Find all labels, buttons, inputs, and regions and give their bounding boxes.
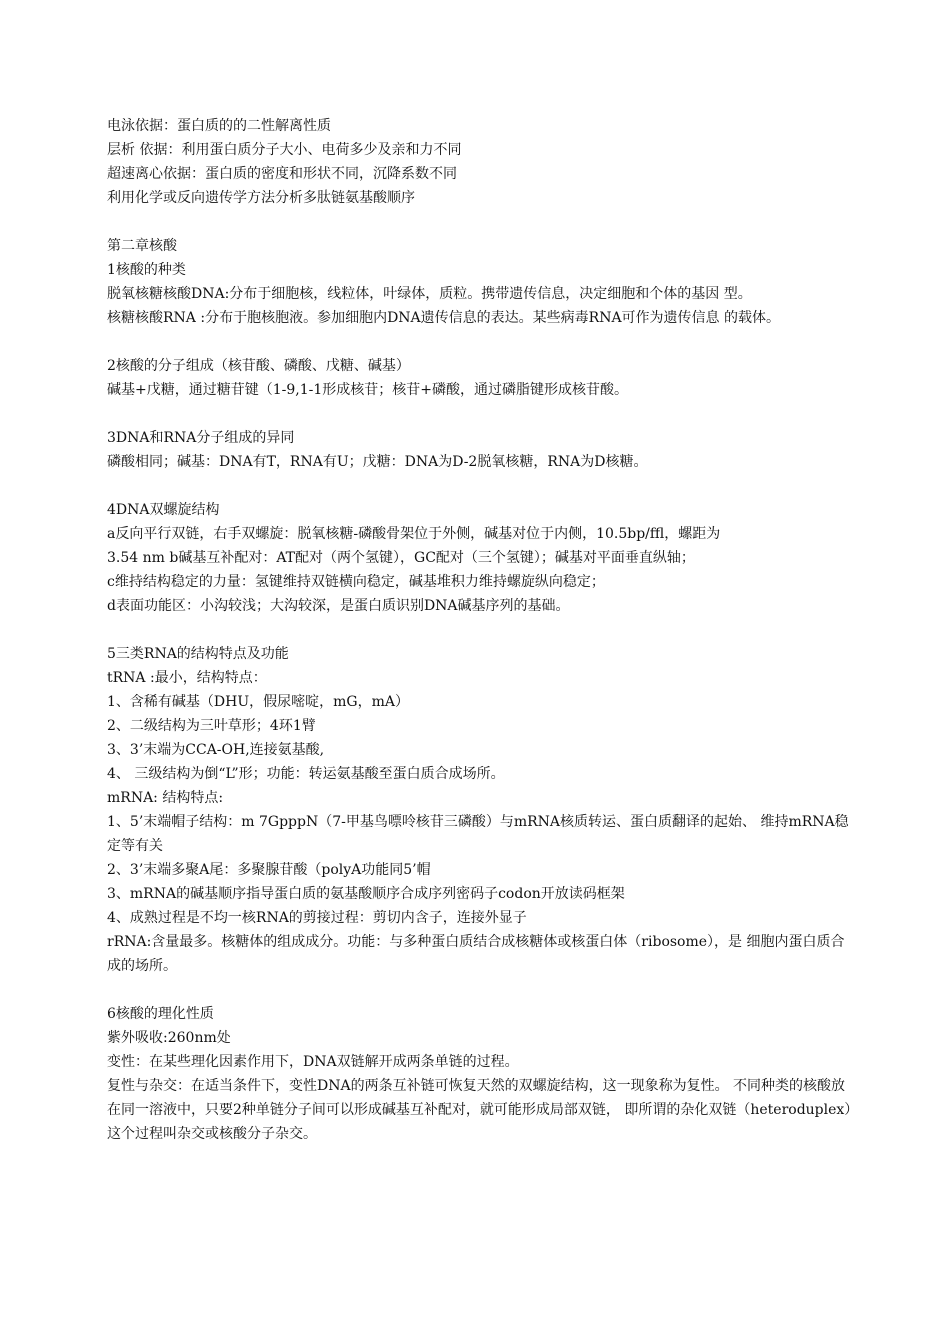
text-line: rRNA:含量最多。核糖体的组成成分。功能：与多种蛋白质结合成核糖体或核蛋白体（ribosome），是 细胞内蛋白质合成的场所。 <box>107 934 845 974</box>
text-line: c维持结构稳定的力量：氢键维持双链横向稳定，碱基堆积力维持螺旋纵向稳定； <box>107 574 605 590</box>
text-line: 2、二级结构为三叶草形；4环1臂 <box>107 718 316 734</box>
text-line: mRNA: 结构特点: <box>107 790 224 806</box>
text-line: 超速离心依据：蛋白质的密度和形状不同，沉降系数不同 <box>107 166 457 182</box>
text-line: 电泳依据：蛋白质的的二性解离性质 <box>107 118 331 134</box>
chapter-title: 第二章核酸 <box>107 238 177 254</box>
blank-line <box>107 618 852 642</box>
text-line: 碱基+戊糖，通过糖苷键（1-9,1-1形成核苷；核苷+磷酸，通过磷脂键形成核苷酸。 <box>107 382 628 398</box>
blank-line <box>107 210 852 234</box>
blank-line <box>107 978 852 1002</box>
section-heading: 3DNA和RNA分子组成的异同 <box>107 430 295 446</box>
text-line: 3.54 nm b碱基互补配对：AT配对（两个氢键），GC配对（三个氢键）；碱基对平面垂直纵轴； <box>107 550 695 566</box>
blank-line <box>107 474 852 498</box>
text-line: 复性与杂交：在适当条件下，变性DNA的两条互补链可恢复天然的双螺旋结构，这一现象称为复性。 不同种类的核酸放在同一溶液中，只要2种单链分子间可以形成碱基互补配对，就可能形成局部双链， 即所谓的杂化双链（heteroduplex）这个过程叫杂交或核酸分子杂交。 <box>107 1078 852 1142</box>
text-line: 磷酸相同；碱基：DNA有T，RNA有U；戊糖：DNA为D-2脱氧核糖，RNA为D核糖。 <box>107 454 648 470</box>
text-line: 3、3’末端为CCA-OH,连接氨基酸, <box>107 742 325 758</box>
text-line: tRNA :最小，结构特点： <box>107 670 267 686</box>
text-line: 变性：在某些理化因素作用下，DNA双链解开成两条单链的过程。 <box>107 1054 519 1070</box>
section-heading: 6核酸的理化性质 <box>107 1006 214 1022</box>
text-line: 4、 三级结构为倒“L”形；功能：转运氨基酸至蛋白质合成场所。 <box>107 766 505 782</box>
blank-line <box>107 402 852 426</box>
document-body <box>107 114 852 1146</box>
section-heading: 4DNA双螺旋结构 <box>107 502 220 518</box>
text-line: 核糖核酸RNA :分布于胞核胞液。参加细胞内DNA遗传信息的表达。某些病毒RNA可作为遗传信息 的载体。 <box>107 310 781 326</box>
section-heading: 2核酸的分子组成（核苷酸、磷酸、戊糖、碱基） <box>107 358 410 374</box>
text-line: 1、5’末端帽子结构：m 7GpppN（7-甲基鸟嘌呤核苷三磷酸）与mRNA核质转运、蛋白质翻译的起始、 维持mRNA稳定等有关 <box>107 814 849 854</box>
text-line: d表面功能区：小沟较浅；大沟较深，是蛋白质识别DNA碱基序列的基础。 <box>107 598 570 614</box>
section-heading: 1核酸的种类 <box>107 262 186 278</box>
text-line: 脱氧核糖核酸DNA:分布于细胞核，线粒体，叶绿体，质粒。携带遗传信息，决定细胞和个体的基因 型。 <box>107 286 752 302</box>
text-line: 4、成熟过程是不均一核RNA的剪接过程：剪切内含子，连接外显子 <box>107 910 527 926</box>
section-heading: 5三类RNA的结构特点及功能 <box>107 646 289 662</box>
text-line: 紫外吸收:260nm处 <box>107 1030 231 1046</box>
text-line: 利用化学或反向遗传学方法分析多肽链氨基酸顺序 <box>107 190 415 206</box>
text-line: 层析 依据：利用蛋白质分子大小、电荷多少及亲和力不同 <box>107 142 462 158</box>
text-line: 3、mRNA的碱基顺序指导蛋白质的氨基酸顺序合成序列密码子codon开放读码框架 <box>107 886 625 902</box>
blank-line <box>107 330 852 354</box>
text-line: 1、含稀有碱基（DHU，假尿嘧啶，mG，mA） <box>107 694 409 710</box>
text-line: a反向平行双链，右手双螺旋：脱氧核糖-磷酸骨架位于外侧，碱基对位于内侧，10.5bp/ffl，螺距为 <box>107 526 721 542</box>
text-line: 2、3’末端多聚A尾：多聚腺苷酸（polyA功能同5’帽 <box>107 862 431 878</box>
